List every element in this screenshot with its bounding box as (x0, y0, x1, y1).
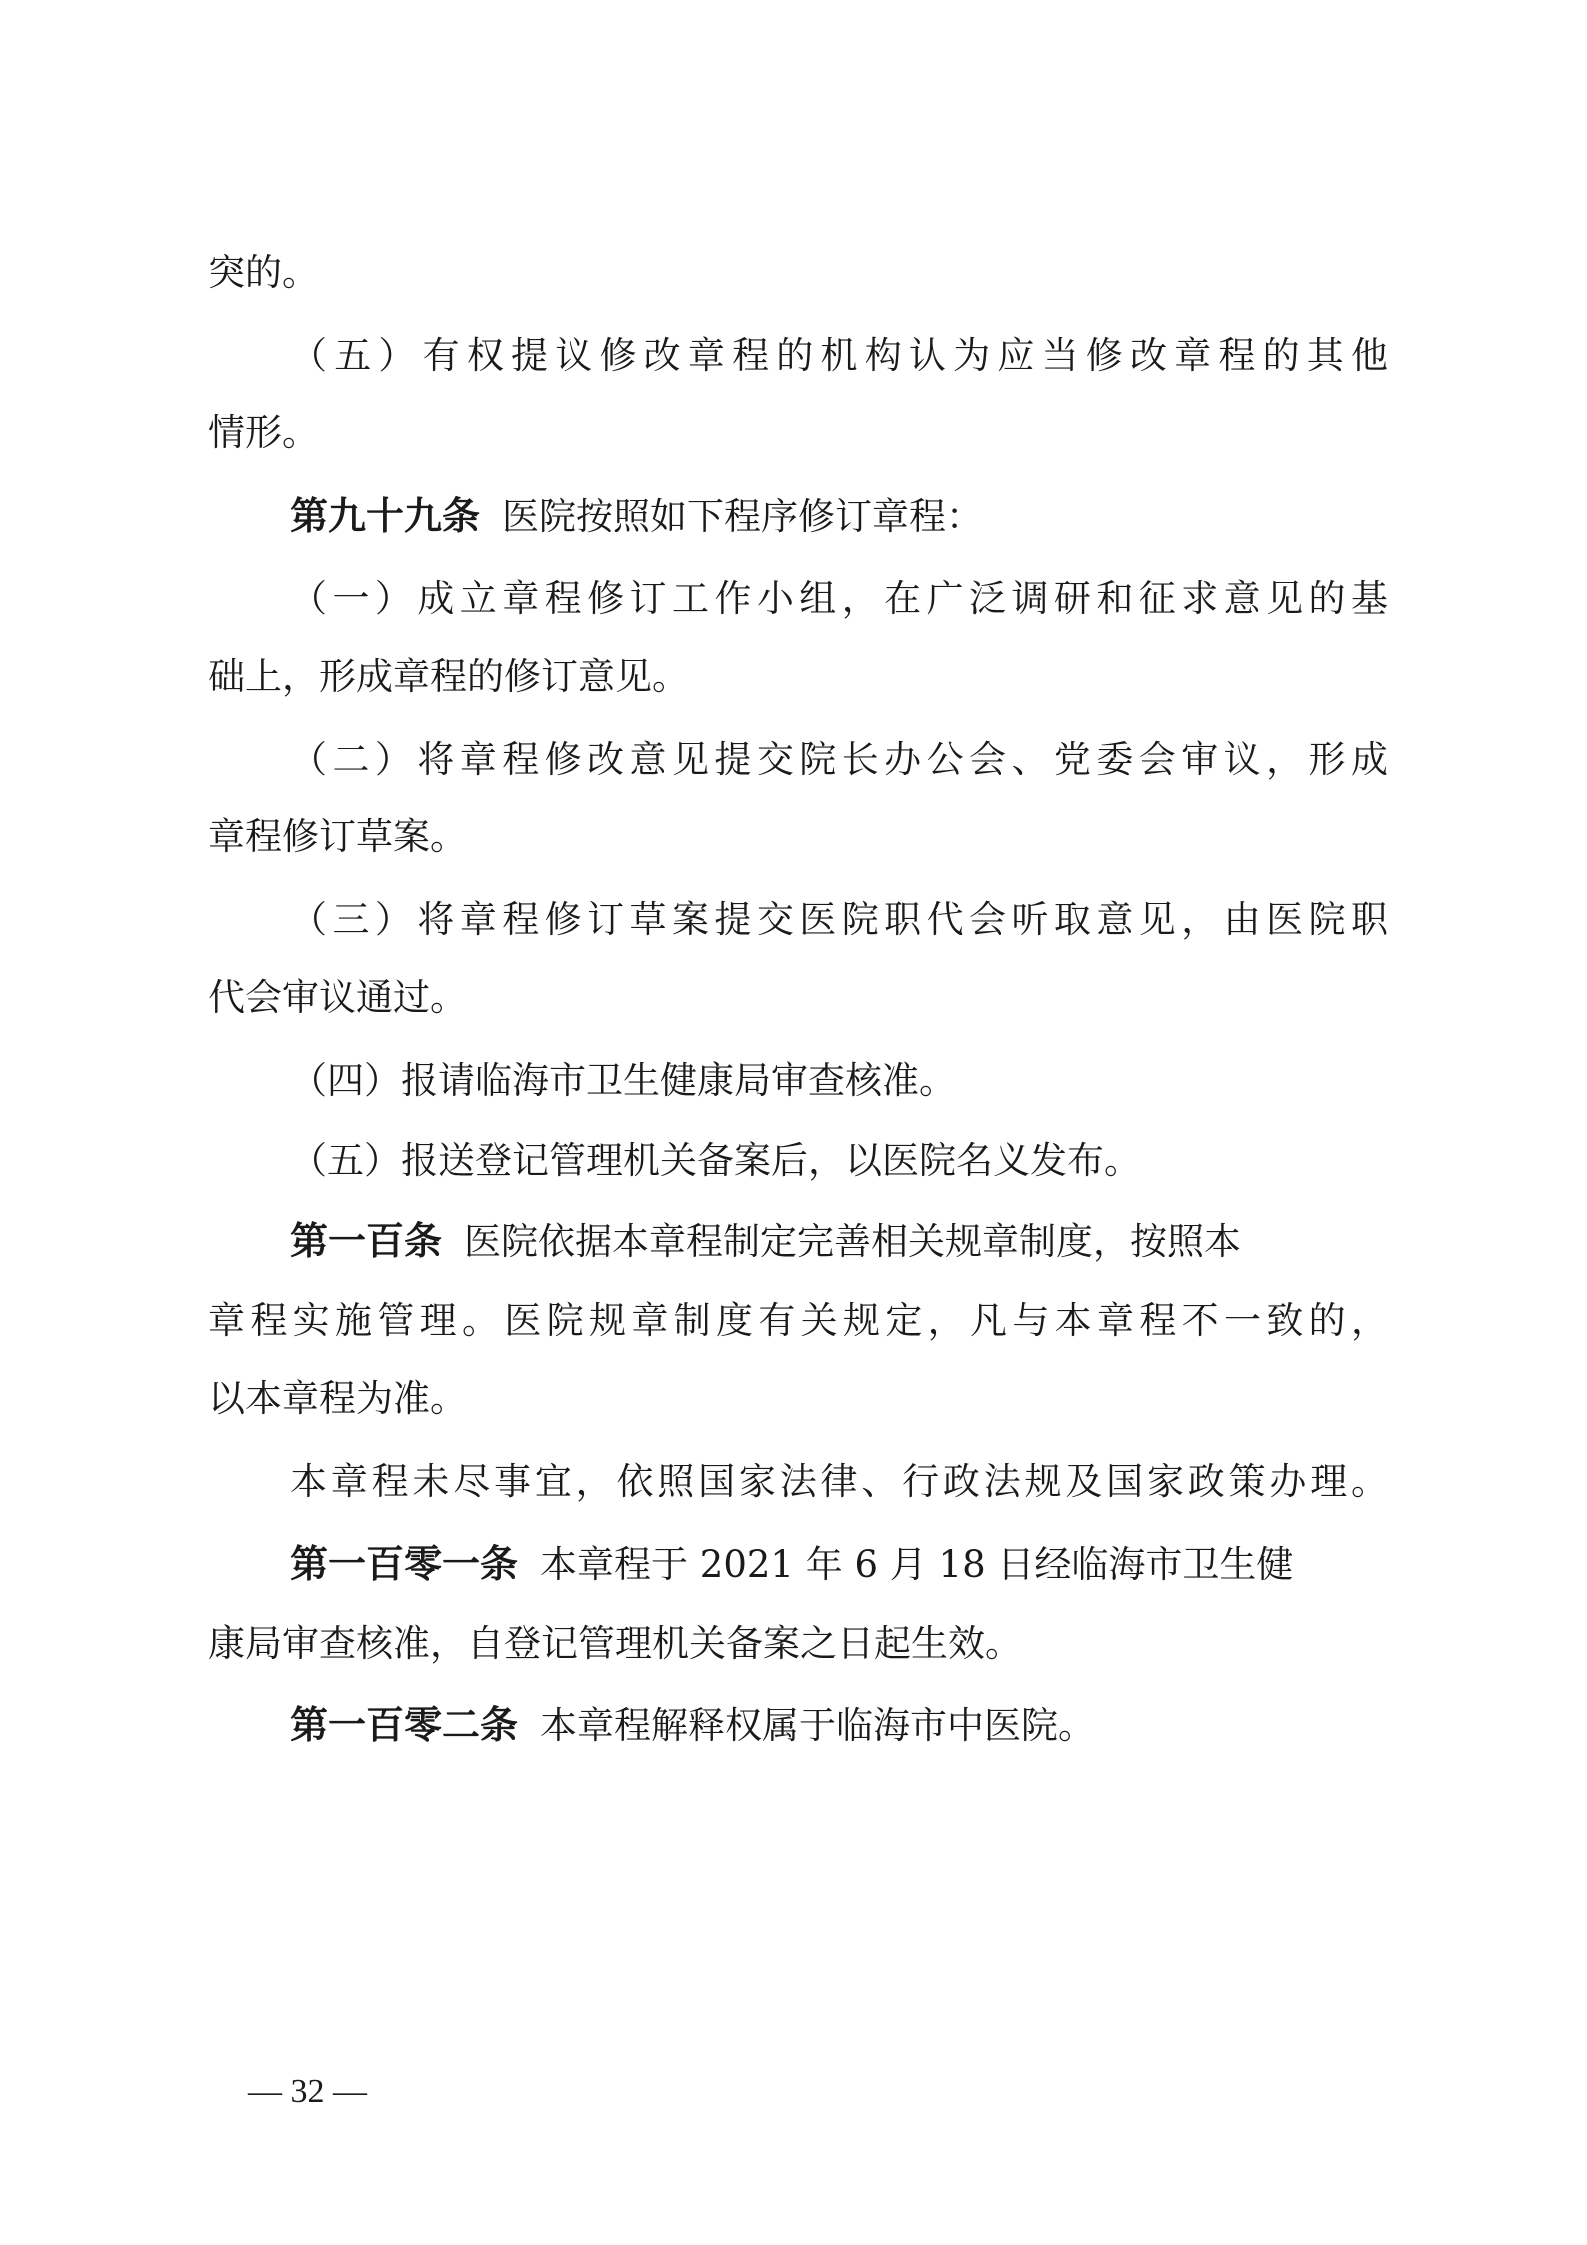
article-text: 本章程解释权属于临海市中医院。 (540, 1704, 1096, 1747)
line-text: （四）报请临海市卫生健康局审查核准。 (290, 1059, 956, 1102)
line-text: （三）将章程修订草案提交医院职代会听取意见，由医院职 (290, 898, 1388, 941)
text-line (290, 738, 1388, 781)
article-title: 第九十九条 (290, 494, 481, 538)
text-line (208, 251, 1388, 294)
text-line (208, 976, 1388, 1019)
article-99 (290, 494, 1470, 538)
line-text: （五）有权提议修改章程的机构认为应当修改章程的其他 (290, 334, 1388, 377)
line-text: 代会审议通过。 (208, 976, 467, 1019)
line-text: （五）报送登记管理机关备案后，以医院名义发布。 (290, 1139, 1141, 1182)
line-text: 章程修订草案。 (208, 815, 467, 858)
article-text: 医院依据本章程制定完善相关规章制度，按照本 (464, 1220, 1242, 1263)
line-text: 本章程未尽事宜，依照国家法律、行政法规及国家政策办理。 (290, 1460, 1388, 1503)
text-line (290, 1460, 1388, 1503)
line-text: 情形。 (208, 411, 319, 454)
article-102 (290, 1703, 1470, 1747)
text-line (290, 1139, 1470, 1182)
text-line (208, 1622, 1388, 1665)
text-line (208, 1299, 1388, 1342)
text-line (290, 898, 1388, 941)
article-title: 第一百零一条 (290, 1542, 519, 1586)
text-line (290, 334, 1388, 377)
article-title: 第一百零二条 (290, 1703, 519, 1747)
article-100 (290, 1219, 1388, 1263)
text-line (208, 1377, 1388, 1420)
article-title: 第一百条 (290, 1219, 443, 1263)
line-text: 突的。 (208, 251, 319, 294)
line-text: 础上，形成章程的修订意见。 (208, 655, 689, 698)
line-text: （一）成立章程修订工作小组，在广泛调研和征求意见的基 (290, 577, 1388, 620)
page-number: — 32 — (248, 2073, 367, 2110)
article-101 (290, 1542, 1470, 1586)
text-line (290, 1059, 1470, 1102)
line-text: 康局审查核准，自登记管理机关备案之日起生效。 (208, 1622, 1022, 1665)
line-text: （二）将章程修改意见提交院长办公会、党委会审议，形成 (290, 738, 1388, 781)
text-line (208, 815, 1388, 858)
line-text: 以本章程为准。 (208, 1377, 467, 1420)
article-text: 医院按照如下程序修订章程： (502, 495, 984, 538)
text-line (208, 655, 1388, 698)
article-text: 本章程于 2021 年 6 月 18 日经临海市卫生健 (540, 1543, 1294, 1586)
text-line (290, 577, 1388, 620)
line-text: 章程实施管理。医院规章制度有关规定，凡与本章程不一致的， (208, 1299, 1388, 1342)
text-line (208, 411, 1388, 454)
